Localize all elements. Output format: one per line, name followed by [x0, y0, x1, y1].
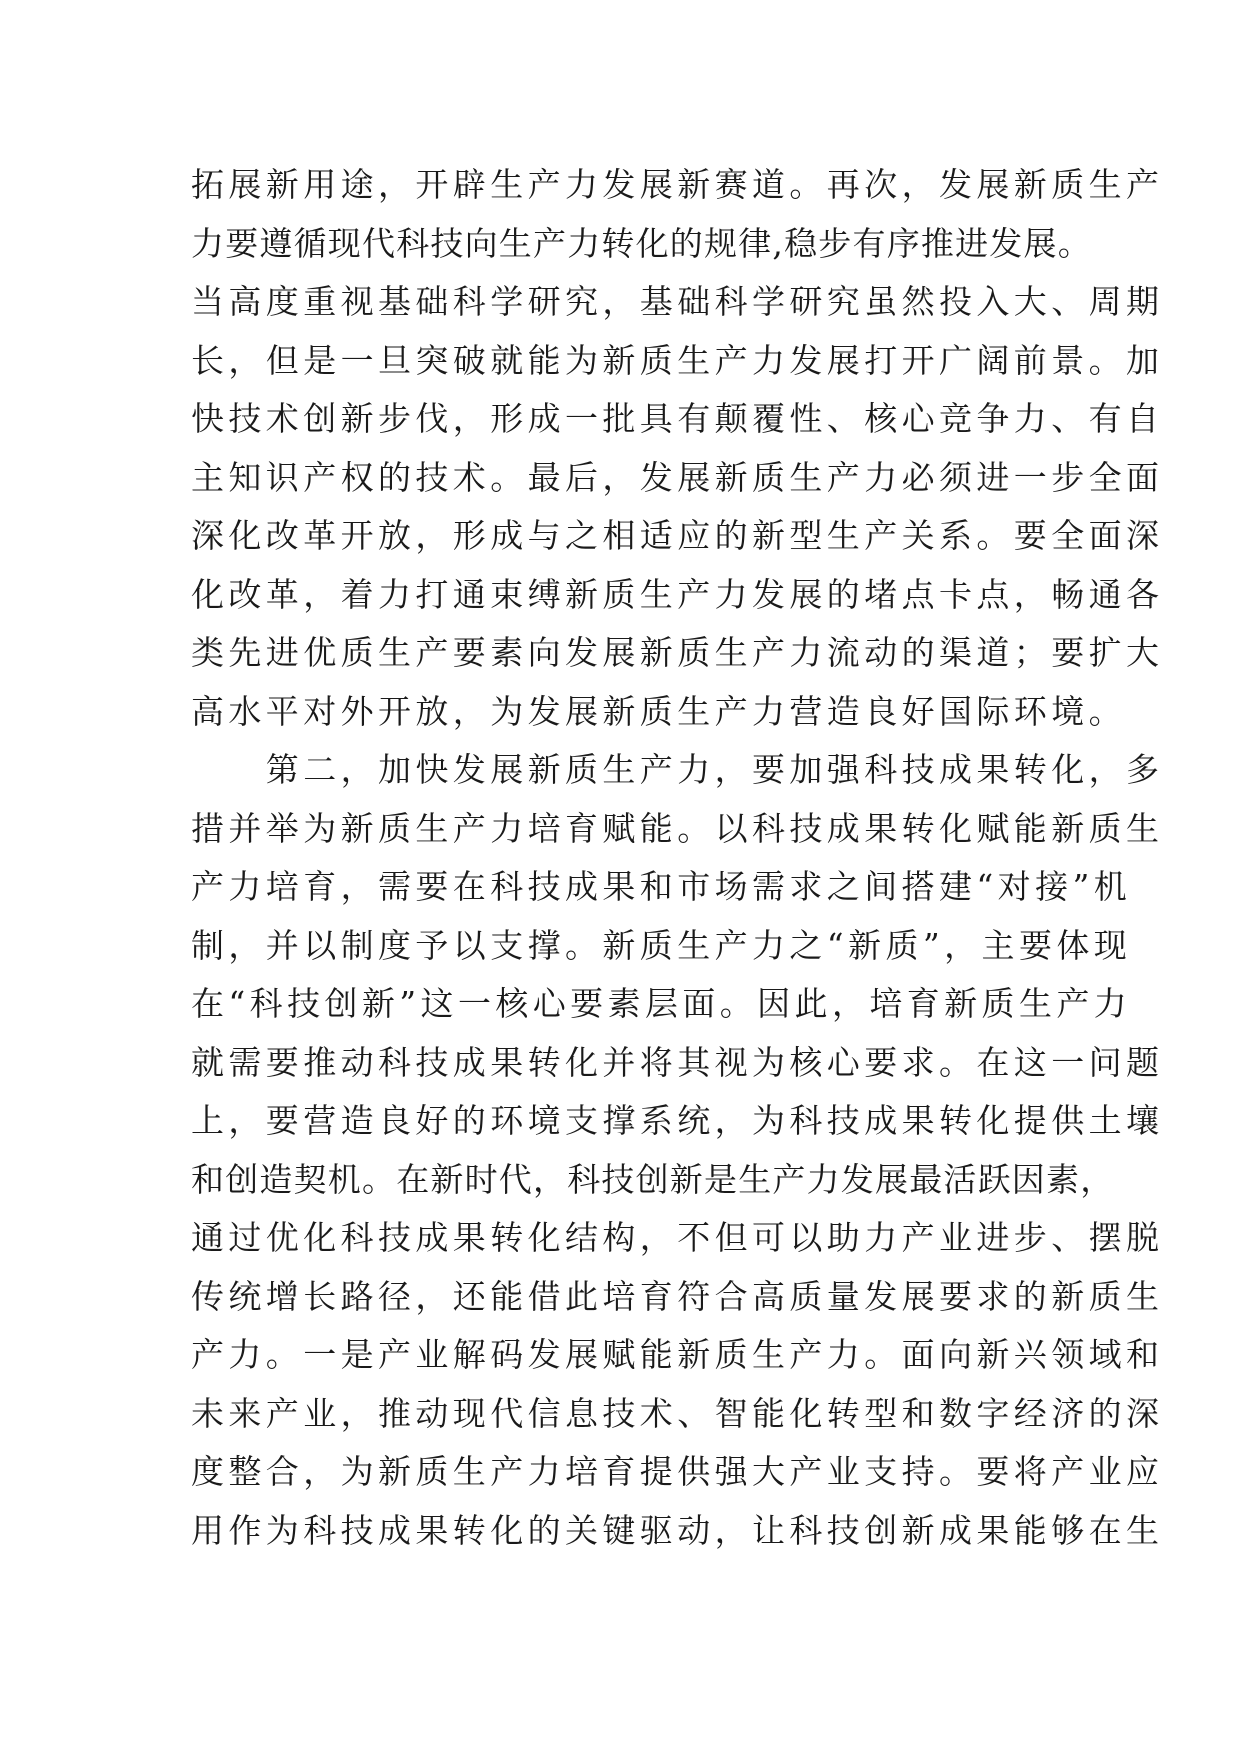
text-line: 制，并以制度予以支撑。新质生产力之“新质”，主要体现: [191, 925, 1132, 965]
text-line: 深化改革开放，形成与之相适应的新型生产关系。要全面深: [191, 516, 1164, 555]
text-line: 主知识产权的技术。最后，发展新质生产力必须进一步全面: [191, 457, 1164, 497]
text-line: 长，但是一旦突破就能为新质生产力发展打开广阔前景。加: [191, 340, 1164, 380]
text-line: 措并举为新质生产力培育赋能。以科技成果转化赋能新质生: [191, 808, 1164, 848]
text-line: 通过优化科技成果转化结构，不但可以助力产业进步、摆脱: [191, 1218, 1164, 1257]
body-text: [191, 156, 1164, 1560]
text-line: 上，要营造良好的环境支撑系统，为科技成果转化提供土壤: [191, 1101, 1164, 1140]
text-line: 当高度重视基础科学研究，基础科学研究虽然投入大、周期: [191, 282, 1164, 321]
text-line: 化改革，着力打通束缚新质生产力发展的堵点卡点，畅通各: [191, 574, 1164, 614]
text-line: 拓展新用途，开辟生产力发展新赛道。再次，发展新质生产: [191, 165, 1164, 204]
text-line: 在“科技创新”这一核心要素层面。因此，培育新质生产力: [191, 984, 1132, 1023]
text-line: 产力。一是产业解码发展赋能新质生产力。面向新兴领域和: [191, 1335, 1164, 1374]
text-line: 产力培育，需要在科技成果和市场需求之间搭建“对接”机: [191, 867, 1132, 906]
text-line: 高水平对外开放，为发展新质生产力营造良好国际环境。: [191, 691, 1126, 731]
text-line: 未来产业，推动现代信息技术、智能化转型和数字经济的深: [191, 1393, 1164, 1433]
text-line: 度整合，为新质生产力培育提供强大产业支持。要将产业应: [191, 1452, 1164, 1491]
text-line: 和创造契机。在新时代，科技创新是生产力发展最活跃因素，: [191, 1159, 1115, 1199]
paragraph-start-line: 第二，加快发展新质生产力，要加强科技成果转化，多: [191, 750, 1164, 789]
text-line: 传统增长路径，还能借此培育符合高质量发展要求的新质生: [191, 1276, 1164, 1316]
text-line: 快技术创新步伐，形成一批具有颠覆性、核心竞争力、有自: [191, 399, 1164, 438]
text-line: 就需要推动科技成果转化并将其视为核心要求。在这一问题: [191, 1042, 1164, 1082]
text-line: 力要遵循现代科技向生产力转化的规律,稳步有序推进发展。: [191, 223, 1092, 263]
text-line: 类先进优质生产要素向发展新质生产力流动的渠道；要扩大: [191, 633, 1164, 672]
text-line: 用作为科技成果转化的关键驱动，让科技创新成果能够在生: [191, 1510, 1164, 1550]
